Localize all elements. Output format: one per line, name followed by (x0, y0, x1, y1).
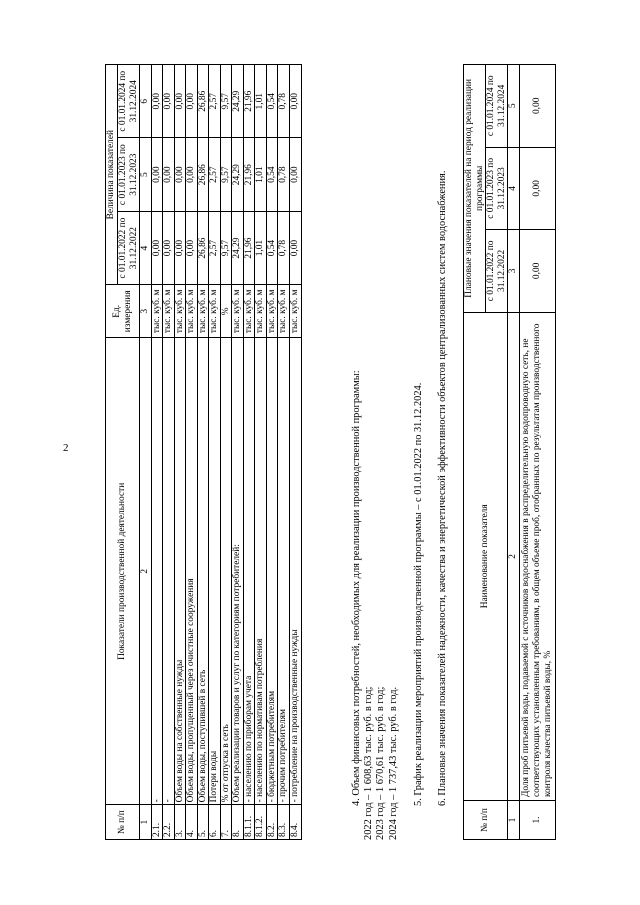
indicator-name: Доля проб питьевой воды, подаваемой с источников водоснабжения в распределительную водопроводную сеть, не соответствующих установленным требованиям, в общем объеме проб, отобранных по результатам производственного контроля качества питьевой воды, % (520, 312, 556, 800)
header-values-group: Плановые значения показателей на период реализации программы (464, 65, 486, 313)
value-cell: 21,96 (243, 65, 255, 138)
value-cell: 0,00 (163, 65, 175, 138)
indicator-name: Объем воды, пропущенный через очистные сооружения (186, 338, 198, 805)
unit-cell: тыс. куб. м (232, 285, 244, 338)
financial-need-line: 2024 год – 1 737,43 тыс. руб. в год. (387, 686, 399, 840)
unit-cell: тыс. куб. м (197, 285, 209, 338)
header-period: с 01.01.2024 по 31.12.2024 (486, 65, 508, 148)
header-num: № п/п (106, 805, 140, 840)
table-row (197, 65, 209, 840)
reliability-indicators-heading (437, 64, 449, 840)
unit-cell: тыс. куб. м (209, 285, 221, 338)
unit-cell: тыс. куб. м (186, 285, 198, 338)
section6-text: 6. Плановые значения показателей надежности, качества и энергетической эффективности объектов централизованных систем водоснабжения. (437, 170, 448, 806)
value-cell: 24,29 (232, 65, 244, 138)
value-cell: 0,00 (289, 211, 301, 284)
col-number: 1 (140, 805, 152, 840)
value-cell: 1,01 (255, 138, 267, 211)
production-indicators-table (105, 64, 302, 840)
value-cell: 0,54 (266, 211, 278, 284)
indicator-name: Объем воды, поступившей в сеть (197, 338, 209, 805)
rotated-page-content (105, 64, 554, 840)
table-row (232, 65, 244, 840)
row-number: 6. (209, 805, 221, 840)
row-number: 4. (186, 805, 198, 840)
value-cell: 26,86 (197, 65, 209, 138)
value-cell: 26,86 (197, 211, 209, 284)
indicator-name: - потребление на производственные нужды (289, 338, 301, 805)
indicator-name: % от отпуска в сеть (220, 338, 232, 805)
row-number: 2.2. (163, 805, 175, 840)
value-cell: 9,57 (220, 65, 232, 138)
value-cell: 0,78 (278, 65, 290, 138)
row-number: 8.4. (289, 805, 301, 840)
indicator-name: - (151, 338, 163, 805)
value-cell: 2,57 (209, 65, 221, 138)
col-number: 3 (508, 230, 520, 313)
unit-cell: тыс. куб. м (289, 285, 301, 338)
row-number: 5. (197, 805, 209, 840)
value-cell: 0,00 (520, 65, 556, 148)
row-number: 8.3. (278, 805, 290, 840)
row-number: 7. (220, 805, 232, 840)
indicator-name: - населению по нормативам потребления (255, 338, 267, 805)
value-cell: 1,01 (255, 65, 267, 138)
col-number: 5 (508, 65, 520, 148)
table-row (520, 65, 556, 840)
header-values-group: Величина показателей (106, 65, 118, 285)
value-cell: 0,00 (163, 138, 175, 211)
column-numbers-row (508, 65, 520, 840)
unit-cell: тыс. куб. м (278, 285, 290, 338)
value-cell: 21,96 (243, 211, 255, 284)
value-cell: 24,29 (232, 138, 244, 211)
col-number: 5 (140, 138, 152, 211)
value-cell: 0,78 (278, 211, 290, 284)
value-cell: 2,57 (209, 211, 221, 284)
value-cell: 0,00 (174, 138, 186, 211)
financial-need-line: 2022 год – 1 608,63 тыс. руб. в год; (363, 686, 375, 840)
value-cell: 0,00 (186, 65, 198, 138)
unit-cell: % (220, 285, 232, 338)
value-cell: 0,00 (163, 211, 175, 284)
table-row (220, 65, 232, 840)
value-cell: 9,57 (220, 211, 232, 284)
schedule-section: 5. График реализации мероприятий производственной программы – с 01.01.2022 по 31.12.2024. (413, 382, 424, 806)
value-cell: 1,01 (255, 211, 267, 284)
row-number: 2.1. (151, 805, 163, 840)
header-unit: Ед. измерения (106, 285, 140, 338)
value-cell: 0,00 (520, 147, 556, 230)
col-number: 6 (140, 65, 152, 138)
header-period: с 01.01.2023 по 31.12.2023 (118, 138, 140, 211)
value-cell: 0,00 (151, 138, 163, 211)
unit-cell: тыс. куб. м (163, 285, 175, 338)
header-period: с 01.01.2023 по 31.12.2023 (486, 147, 508, 230)
row-number: 8.1.1. (243, 805, 255, 840)
value-cell: 0,00 (289, 65, 301, 138)
value-cell: 9,57 (220, 138, 232, 211)
unit-cell: тыс. куб. м (174, 285, 186, 338)
indicator-name: Потери воды (209, 338, 221, 805)
table-row (278, 65, 290, 840)
table-row (174, 65, 186, 840)
table-row (243, 65, 255, 840)
header-num: № п/п (464, 801, 508, 840)
financial-needs-section (351, 64, 400, 840)
row-number: 8.1.2. (255, 805, 267, 840)
col-number: 1 (508, 801, 520, 840)
reliability-indicators-table (463, 64, 556, 840)
page-number: 2 (63, 442, 69, 454)
value-cell: 2,57 (209, 138, 221, 211)
unit-cell: тыс. куб. м (266, 285, 278, 338)
indicator-name: - бюджетным потребителям (266, 338, 278, 805)
row-number: 8. (232, 805, 244, 840)
value-cell: 26,86 (197, 138, 209, 211)
col-number: 2 (140, 338, 152, 805)
financial-needs-heading: 4. Объем финансовых потребностей, необходимых для реализации производственной программы: (351, 370, 362, 806)
table-row (163, 65, 175, 840)
header-period: с 01.01.2024 по 31.12.2024 (118, 65, 140, 138)
value-cell: 0,00 (520, 230, 556, 313)
col-number: 3 (140, 285, 152, 338)
row-number: 1. (520, 801, 556, 840)
col-number: 2 (508, 312, 520, 800)
col-number: 4 (508, 147, 520, 230)
value-cell: 0,00 (174, 65, 186, 138)
indicator-name: - (163, 338, 175, 805)
value-cell: 0,00 (174, 211, 186, 284)
header-indicator: Показатели производственной деятельности (106, 338, 140, 805)
indicator-name: - населению по приборам учета (243, 338, 255, 805)
value-cell: 0,54 (266, 65, 278, 138)
value-cell: 21,96 (243, 138, 255, 211)
row-number: 8.2. (266, 805, 278, 840)
value-cell: 0,54 (266, 138, 278, 211)
value-cell: 0,00 (289, 138, 301, 211)
table-row (209, 65, 221, 840)
indicator-name: Объем воды на собственные нужды (174, 338, 186, 805)
table-row (289, 65, 301, 840)
value-cell: 0,78 (278, 138, 290, 211)
header-period: с 01.01.2022 по 31.12.2022 (118, 211, 140, 284)
value-cell: 0,00 (186, 138, 198, 211)
col-number: 4 (140, 211, 152, 284)
table-row (151, 65, 163, 840)
indicator-name: Объем реализации товаров и услуг по категориям потребителей: (232, 338, 244, 805)
table-row (255, 65, 267, 840)
financial-need-line: 2023 год – 1 670,61 тыс. руб. в год; (375, 686, 387, 840)
unit-cell: тыс. куб. м (255, 285, 267, 338)
header-indicator-name: Наименование показателя (464, 312, 508, 800)
indicator-name: - прочим потребителям (278, 338, 290, 805)
table-row (266, 65, 278, 840)
row-number: 3. (174, 805, 186, 840)
unit-cell: тыс. куб. м (243, 285, 255, 338)
value-cell: 24,29 (232, 211, 244, 284)
table-row (186, 65, 198, 840)
header-period: с 01.01.2022 по 31.12.2022 (486, 230, 508, 313)
unit-cell: тыс. куб. м (151, 285, 163, 338)
value-cell: 0,00 (151, 65, 163, 138)
value-cell: 0,00 (151, 211, 163, 284)
column-numbers-row (140, 65, 152, 840)
value-cell: 0,00 (186, 211, 198, 284)
